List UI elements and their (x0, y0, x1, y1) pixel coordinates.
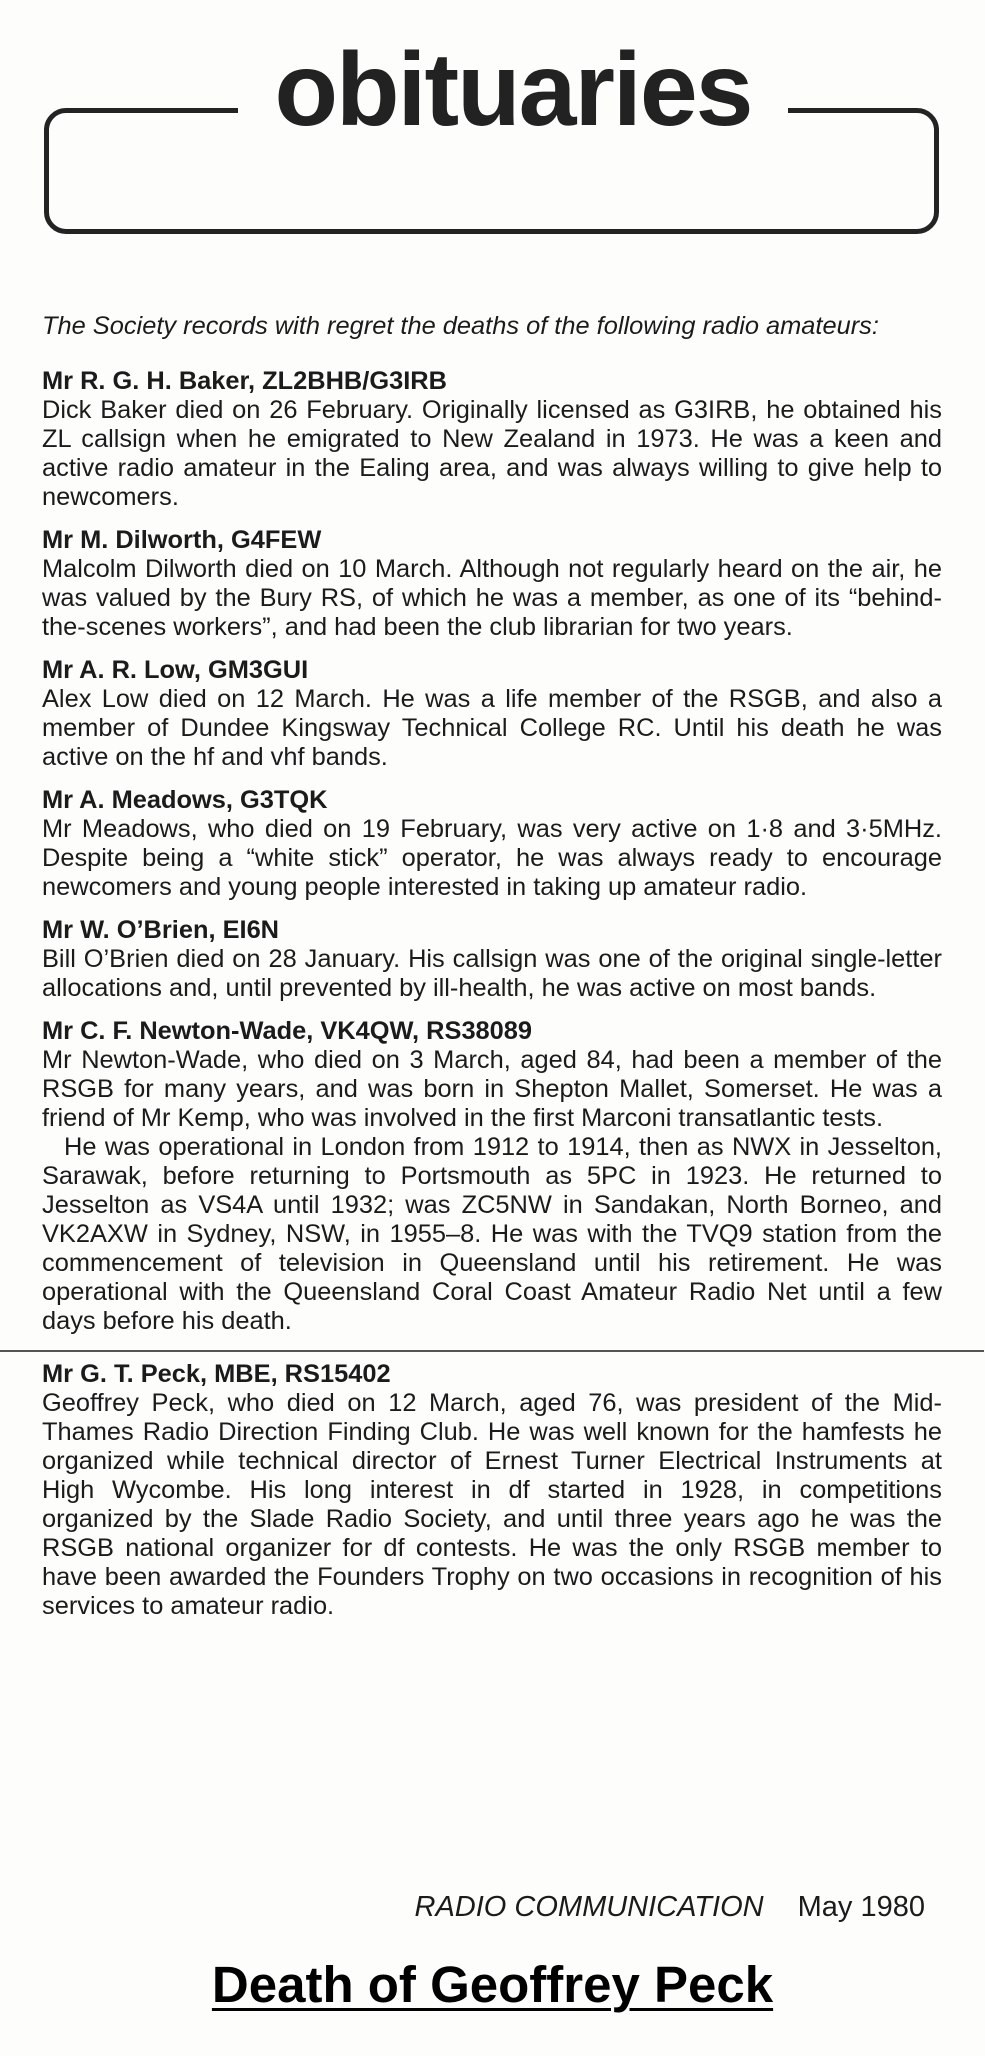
entry-text: Bill O’Brien died on 28 January. His callsign was one of the original single-letter allocations and, until prevented by ill-health, he was active on most bands. (42, 945, 942, 1002)
obituaries-header (40, 30, 945, 240)
entry-heading: Mr M. Dilworth, G4FEW (42, 526, 322, 554)
entry-heading: Mr A. Meadows, G3TQK (42, 786, 328, 814)
obituary-entry-low (42, 656, 942, 772)
obituary-entry-peck (42, 1360, 942, 1621)
obituary-entry-meadows (42, 786, 942, 902)
caption-text: Death of Geoffrey Peck (211, 1956, 774, 2013)
entry-text: Dick Baker died on 26 February. Originally licensed as G3IRB, he obtained his ZL callsign when he emigrated to New Zealand in 1973. He was a keen and active radio amateur in the Ealing area, and was always willing to give help to newcomers. (42, 396, 942, 511)
header-title: obituaries (238, 30, 788, 150)
entry-heading: Mr R. G. H. Baker, ZL2BHB/G3IRB (42, 367, 447, 395)
obituary-entry-dilworth (42, 526, 942, 642)
caption-title (0, 1955, 985, 2015)
source-credit (415, 1890, 925, 1924)
obituary-entry-obrien (42, 916, 942, 1003)
entry-text: Mr Meadows, who died on 19 February, was very active on 1·8 and 3·5MHz. Despite being a “white stick” operator, he was always ready to encourage newcomers and young people interested in taking up amateur radio. (42, 815, 942, 901)
entry-heading: Mr W. O’Brien, EI6N (42, 916, 280, 944)
entry-heading: Mr C. F. Newton-Wade, VK4QW, RS38089 (42, 1017, 533, 1045)
obituary-entry-baker (42, 367, 942, 512)
intro-text: The Society records with regret the deaths of the following radio amateurs: (42, 312, 879, 340)
article-body (42, 312, 942, 1635)
entry-text: Alex Low died on 12 March. He was a life member of the RSGB, and also a member of Dundee Kingsway Technical College RC. Until his death he was active on the hf and vhf bands. (42, 685, 942, 771)
obituary-entry-newton-wade (42, 1017, 942, 1336)
issue-date: May 1980 (797, 1891, 925, 1923)
entry-text: Geoffrey Peck, who died on 12 March, aged 76, was president of the Mid-Thames Radio Direction Finding Club. He was well known for the hamfests he organized while technical director of Ernest Turner Electrical Instruments at High Wycombe. His long interest in df started in 1928, in competitions organized by the Slade Radio Society, and until three years ago he was the RSGB national organizer for df contests. He was the only RSGB member to have been awarded the Founders Trophy on two occasions in recognition of his services to amateur radio. (42, 1389, 942, 1620)
entry-text: Mr Newton-Wade, who died on 3 March, aged 84, had been a member of the RSGB for many years, and was born in Shepton Mallet, Somerset. He was a friend of Mr Kemp, who was involved in the first Marconi transatlantic tests. (42, 1046, 942, 1132)
magazine-name: RADIO COMMUNICATION (414, 1891, 764, 1923)
entry-heading: Mr A. R. Low, GM3GUI (42, 656, 309, 684)
clipping-join-line (0, 1350, 984, 1352)
entry-text: Malcolm Dilworth died on 10 March. Although not regularly heard on the air, he was valued by the Bury RS, of which he was a member, as one of its “behind-the-scenes workers”, and had been the club librarian for two years. (42, 555, 942, 641)
entry-heading: Mr G. T. Peck, MBE, RS15402 (42, 1360, 391, 1388)
entry-text: He was operational in London from 1912 to 1914, then as NWX in Jesselton, Sarawak, before returning to Portsmouth as 5PC in 1923. He returned to Jesselton as VS4A until 1932; was ZC5NW in Sandakan, North Borneo, and VK2AXW in Sydney, NSW, in 1955–8. He was with the TVQ9 station from the commencement of television in Queensland until his retirement. He was operational with the Queensland Coral Coast Amateur Radio Net until a few days before his death. (42, 1133, 942, 1335)
